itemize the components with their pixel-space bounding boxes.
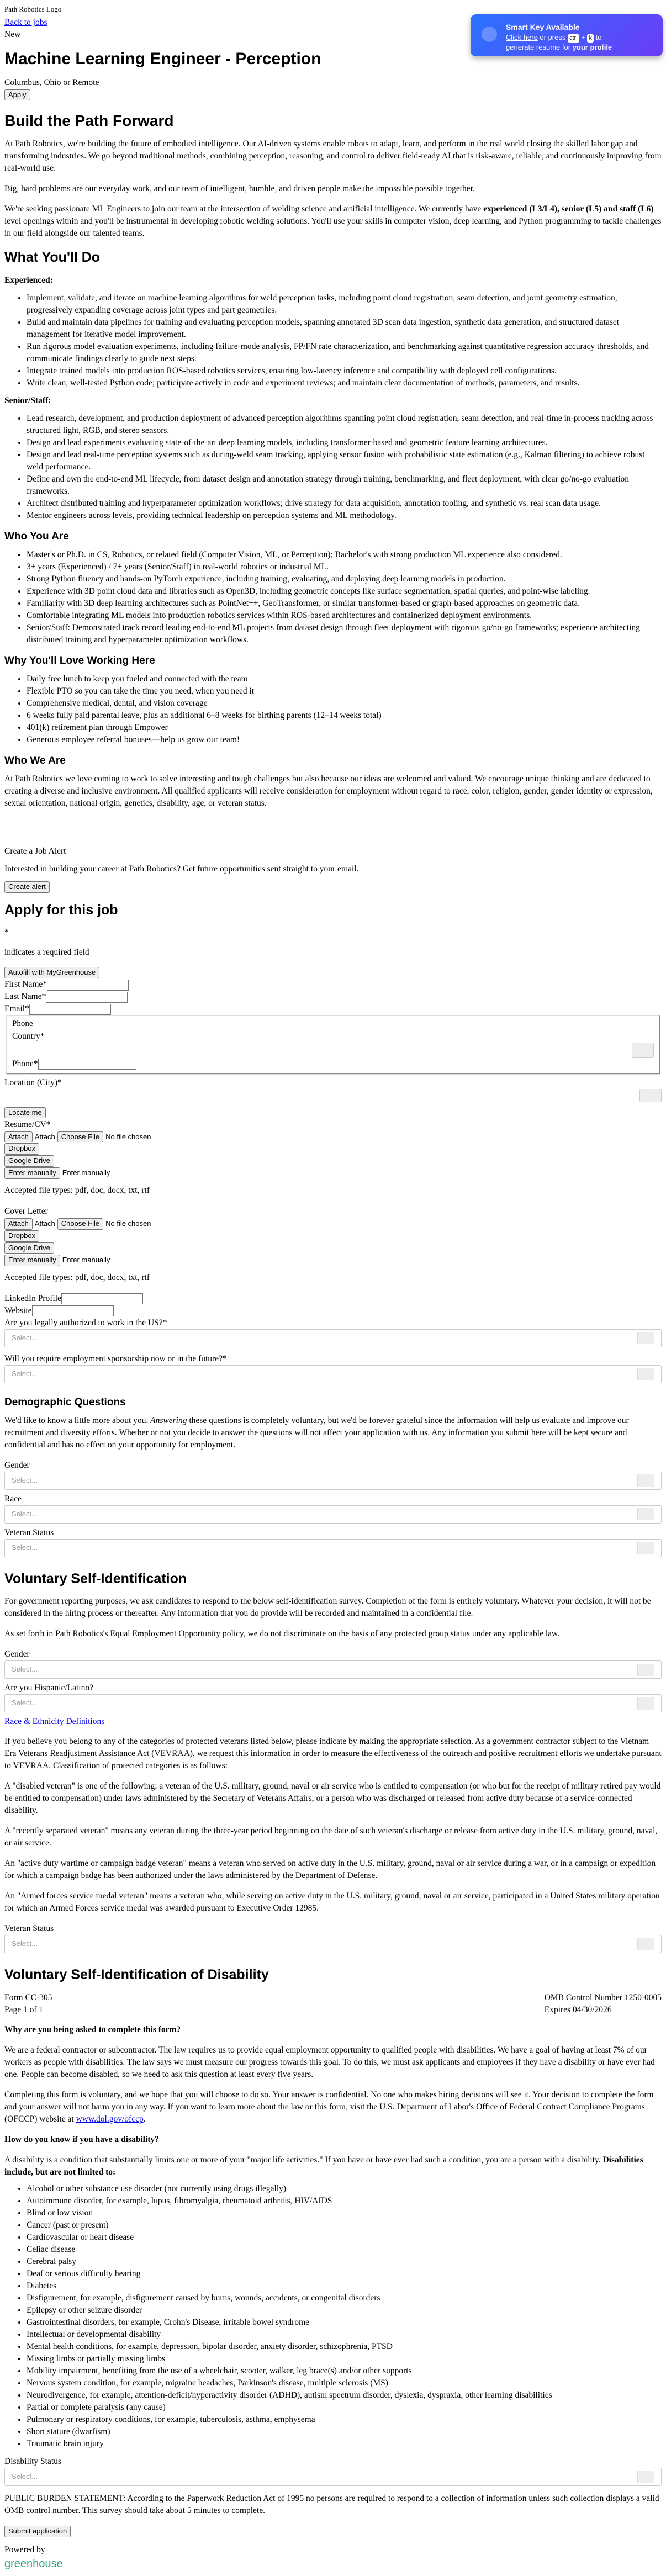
list-item: • 6 weeks fully paid parental leave, plus an additional 6–8 weeks for birthing parents (12–14 weeks total) — [27, 710, 662, 722]
list-item: • Integrate trained models into production ROS-based robotics services, ensuring low-latency inference and compatibility with deployed cell configurations. — [27, 365, 662, 377]
job-alert-heading: Create a Job Alert — [4, 846, 66, 856]
list-item: • Implement, validate, and iterate on machine learning algorithms for weld perception tasks, including point cloud registration, seam detection, and joint geometry estimation, progressively expanding coverage across joint types and part geometries. — [27, 292, 662, 316]
authorized-select[interactable] — [4, 1329, 662, 1347]
enter-manually-button[interactable]: Enter manually — [4, 1167, 60, 1179]
resume-group — [4, 1119, 662, 1197]
veteran-status-label: Veteran Status — [4, 1924, 54, 1934]
website-input[interactable] — [32, 1305, 114, 1316]
resume-label: Resume/CV* — [4, 1119, 51, 1129]
list-item: • Comprehensive medical, dental, and vision coverage — [27, 697, 662, 710]
benefits-list — [4, 673, 662, 746]
list-item: • Mentor engineers across levels, providing technical leadership on perception systems and ML methodology. — [27, 510, 662, 522]
list-item: • Cancer (past or present) — [27, 2219, 662, 2231]
linkedin-input[interactable] — [61, 1293, 143, 1304]
demographic-intro — [4, 1415, 662, 1451]
text: A disability is a condition that substantially limits one or more of your "major life activities." If you have or have ever had such a condition, you are a person with a disability. — [4, 2155, 603, 2165]
list-item: • 401(k) retirement plan through Empower — [27, 722, 662, 734]
attach-label: Attach — [34, 1219, 55, 1228]
last-name-input[interactable] — [46, 992, 128, 1003]
answering-text: Answering — [150, 1415, 187, 1425]
chevron-down-icon — [637, 1664, 654, 1676]
experienced-list — [4, 292, 662, 389]
greenhouse-logo[interactable]: greenhouse — [4, 2557, 63, 2570]
autofill-button[interactable]: Autofill with MyGreenhouse — [4, 967, 99, 978]
list-item: • Short stature (dwarfism) — [27, 2426, 662, 2438]
select-placeholder: Select... — [12, 2472, 38, 2480]
chevron-down-icon — [637, 1542, 654, 1554]
form-meta — [4, 1992, 662, 2016]
select-placeholder: Select... — [12, 1475, 38, 1484]
text: level openings within and you'll be instrumental in developing robotic welding solutions. You'll use your skills in computer vision, deep learning, and Python programming to tackle challenges in our field alongside our talented teams. — [4, 216, 662, 239]
complete-paragraph — [4, 2089, 662, 2125]
accepted-types: Accepted file types: pdf, doc, docx, txt, rtf — [4, 1272, 150, 1282]
toast-click-here[interactable]: Click here — [506, 33, 538, 41]
list-item: • Design and lead real-time perception systems such as during-weld seam tracking, applying sensor fusion with probabilistic state estimation (e.g., Kalman filtering) to achieve robust weld performance. — [27, 449, 662, 473]
select-placeholder: Select... — [12, 1699, 38, 1707]
senior-list — [4, 412, 662, 522]
list-item: • Strong Python fluency and hands-on PyTorch experience, including training, evaluating, and deploying deep learning models in production. — [27, 573, 662, 585]
accepted-types: Accepted file types: pdf, doc, docx, txt, rtf — [4, 1186, 150, 1196]
list-item: • Traumatic brain injury — [27, 2438, 662, 2450]
enter-manually-text: Enter manually — [62, 1256, 110, 1264]
race-label: Race — [4, 1494, 22, 1504]
text: We'd like to know a little more about you. — [4, 1415, 151, 1425]
enter-manually-button[interactable]: Enter manually — [4, 1255, 60, 1266]
text: We're seeking passionate ML Engineers to join our team at the intersection of welding science and artificial intelligence. We currently have — [4, 204, 484, 214]
includes-text: Disabilities include, but are not limited to: — [4, 2155, 643, 2177]
phone-label: Phone* — [12, 1059, 38, 1069]
locate-me-button[interactable]: Locate me — [4, 1107, 46, 1119]
list-item: • Run rigorous model evaluation experiments, including failure-mode analysis, FP/FN rate characterization, and benchmarking against quantitative regression accuracy thresholds, and communicate findings clearly to guide next steps. — [27, 341, 662, 365]
select-placeholder: Select... — [12, 1333, 38, 1342]
location-dropdown[interactable] — [639, 1089, 662, 1102]
page-number: Page 1 of 1 — [4, 2004, 44, 2014]
first-name-label: First Name* — [4, 980, 47, 990]
back-to-jobs-link[interactable]: Back to jobs — [4, 18, 47, 27]
list-item: • Celiac disease — [27, 2244, 662, 2256]
voluntary-paragraph: For government reporting purposes, we ask candidates to respond to the below self-identification survey. Completion of the form is entirely voluntary. Whatever your decision, it will not be considered in the hiring process or thereafter. Any information that you do provide will be recorded and maintained in a confidential file. — [4, 1596, 651, 1618]
required-note: indicates a required field — [4, 948, 89, 958]
no-file-text: No file chosen — [105, 1132, 151, 1141]
text: these questions is completely voluntary, but we'd be forever grateful since the information will help us evaluate and improve our recruitment and diversity efforts. Whether or not you decide to answer the questions will not affect your application with us. Any information you submit here will be kept secure and confidential and has no effect on your opportunity for employment. — [4, 1415, 629, 1450]
website-label: Website — [4, 1305, 32, 1315]
list-item: • Flexible PTO so you can take the time you need, when you need it — [27, 685, 662, 697]
email-label: Email* — [4, 1004, 29, 1014]
list-item: • Disfigurement, for example, disfigurement caused by burns, wounds, accidents, or congenital disorders — [27, 2292, 662, 2304]
linkedin-label: LinkedIn Profile — [4, 1293, 61, 1303]
list-item: • Deaf or serious difficulty hearing — [27, 2268, 662, 2280]
job-alert-text: Interested in building your career at Path Robotics? Get future opportunities sent straight to your email. — [4, 864, 359, 874]
veteran-select[interactable] — [4, 1539, 662, 1557]
list-item: • Blind or low vision — [27, 2207, 662, 2219]
omb-number: OMB Control Number 1250-0005 — [544, 1992, 662, 2002]
dropbox-button[interactable]: Dropbox — [4, 1230, 39, 1242]
section-heading: Why You'll Love Working Here — [4, 654, 155, 667]
chevron-down-icon — [637, 1474, 654, 1487]
select-placeholder: Select... — [12, 1543, 38, 1552]
ofccp-link[interactable]: www.dol.gov/ofccp — [76, 2114, 144, 2124]
eeo-gender-select[interactable] — [4, 1660, 662, 1679]
attach-label: Attach — [34, 1132, 55, 1141]
disability-heading: Voluntary Self-Identification of Disability — [4, 1967, 269, 1983]
veteran-status-select[interactable] — [4, 1935, 662, 1953]
list-item: • Build and maintain data pipelines for training and evaluating perception models, spanning annotated 3D scan data ingestion, synthetic data generation, and structured dataset management for iterative model improvement. — [27, 316, 662, 341]
google-drive-button[interactable]: Google Drive — [4, 1155, 54, 1167]
list-item: • Cardiovascular or heart disease — [27, 2231, 662, 2244]
list-item: • Neurodivergence, for example, attention-deficit/hyperactivity disorder (ADHD), autism spectrum disorder, dyslexia, dyspraxia, other learning disabilities — [27, 2389, 662, 2402]
hispanic-select[interactable] — [4, 1694, 662, 1712]
why-paragraph: We are a federal contractor or subcontractor. The law requires us to provide equal employment opportunity to qualified people with disabilities. We have a goal of having at least 7% of our workers as people with disabilities. The law says we must measure our progress towards this goal. To do this, we must ask applicants and employees if they have a disability or have ever had one. People can become disabled, so we need to ask this question at least every five years. — [4, 2045, 655, 2079]
list-item: • Experience with 3D point cloud data and libraries such as Open3D, including geometric concepts like surface segmentation, spatial queries, and point-wise labeling. — [27, 585, 662, 597]
select-placeholder: Select... — [12, 1939, 38, 1948]
chevron-down-icon — [637, 1332, 654, 1344]
list-item: • Diabetes — [27, 2280, 662, 2292]
voluntary-paragraph: As set forth in Path Robotics's Equal Employment Opportunity policy, we do not discriminate on the basis of any protected group status under any applicable law. — [4, 1629, 560, 1639]
google-drive-button[interactable]: Google Drive — [4, 1242, 54, 1254]
list-item: • Lead research, development, and production deployment of advanced perception algorithms spanning point cloud registration, seam detection, and real-time in-process tracking across structured light, RGB, and stereo sensors. — [27, 412, 662, 437]
list-item: • Mobility impairment, benefiting from the use of a wheelchair, scooter, walker, leg brace(s) and/or other supports — [27, 2365, 662, 2377]
no-file-text: No file chosen — [105, 1219, 151, 1228]
text: . — [143, 2114, 146, 2124]
gender-label: Gender — [4, 1649, 30, 1659]
intro-paragraph: At Path Robotics, we're building the future of embodied intelligence. Our AI-driven systems enable robots to adapt, learn, and perform in the real world closing the skilled labor gap and transforming industries. We go beyond traditional methods, combining perception, reasoning, and control to deliver field-ready AI that is risk-aware, reliable, and continuously improving from real-world use. — [4, 139, 662, 173]
who-you-are-list — [4, 549, 662, 646]
location-label: Location (City)* — [4, 1077, 62, 1087]
intro-heading: Build the Path Forward — [4, 112, 174, 129]
section-heading: What You'll Do — [4, 250, 101, 266]
list-item: • Cerebral palsy — [27, 2256, 662, 2268]
chevron-down-icon — [637, 1697, 654, 1710]
burden-statement: PUBLIC BURDEN STATEMENT: According to the Paperwork Reduction Act of 1995 no persons are required to respond to a collection of information unless such collection displays a valid OMB control number. This survey should take about 5 minutes to complete. — [4, 2493, 659, 2515]
choose-file-button[interactable]: Choose File — [57, 1218, 103, 1230]
select-placeholder: Select... — [12, 1665, 38, 1674]
phone-legend: Phone — [12, 1019, 33, 1029]
chevron-down-icon — [637, 2471, 654, 2483]
list-item: • Missing limbs or partially missing limbs — [27, 2353, 662, 2365]
race-select[interactable] — [4, 1505, 662, 1524]
list-item: • Define and own the end-to-end ML lifecycle, from dataset design and annotation strategy through training, benchmarking, and fleet deployment, with clear go/no-go evaluation frameworks. — [27, 473, 662, 498]
text: your profile — [572, 43, 612, 51]
key-icon — [482, 27, 497, 42]
list-item: • Epilepsy or other seizure disorder — [27, 2304, 662, 2316]
text: Completing this form is voluntary, and we hope that you will choose to do so. Your answer is confidential. No one who makes hiring decisions will see it. Your decision to complete the form and your answer will not harm you in any way. If you want to learn more about the law or this form, visit the U.S. Department of Labor's Office of Federal Contract Compliance Programs (OFCCP) website at — [4, 2090, 654, 2124]
list-item: • Design and lead experiments evaluating state-of-the-art deep learning models, including transformer-based and geometric feature learning architectures. — [27, 437, 662, 449]
toast-title: Smart Key Available — [506, 23, 580, 31]
country-label: Country* — [12, 1031, 45, 1041]
list-item: • 3+ years (Experienced) / 7+ years (Senior/Staff) in real-world robotics or industrial ML. — [27, 561, 662, 573]
logo: Path Robotics Logo — [4, 5, 62, 13]
list-item: • Senior/Staff: Demonstrated track record leading end-to-end ML projects from dataset design through fleet deployment with rigorous go/no-go frameworks; experience architecting distributed training and hyperparameter optimization workflows. — [27, 622, 662, 646]
select-placeholder: Select... — [12, 1509, 38, 1518]
section-heading: Who You Are — [4, 530, 69, 542]
list-item: • Generous employee referral bonuses—help us grow our team! — [27, 734, 662, 746]
apply-button[interactable]: Apply — [4, 89, 30, 101]
voluntary-heading: Voluntary Self-Identification — [4, 1570, 187, 1586]
voluntary-paragraph: A "disabled veteran" is one of the following: a veteran of the U.S. military, ground, naval or air service who is entitled to compensation (or who but for the receipt of military retired pay would be entitled to compensation) under laws administered by the Secretary of Veterans Affairs; or a person who was discharged or released from active duty because of a service-connected disability. — [4, 1781, 661, 1816]
attach-button[interactable]: Attach — [4, 1131, 33, 1143]
gender-label: Gender — [4, 1460, 30, 1470]
list-item: • Architect distributed training and hyperparameter optimization workflows; drive strategy for data acquisition, annotation tooling, and synthetic vs. real scan data usage. — [27, 498, 662, 510]
authorized-label: Are you legally authorized to work in the US?* — [4, 1318, 167, 1327]
first-name-input[interactable] — [47, 980, 129, 991]
list-item: • Autoimmune disorder, for example, lupus, fibromyalgia, rheumatoid arthritis, HIV/AIDS — [27, 2195, 662, 2207]
demographic-heading: Demographic Questions — [4, 1396, 126, 1408]
text: to — [593, 33, 602, 41]
chevron-down-icon — [637, 1368, 654, 1380]
voluntary-paragraph: An "Armed forces service medal veteran" means a veteran who, while serving on active duty in the U.S. military, ground, naval or air service, participated in a United States military operation for which an Armed Forces service medal was awarded pursuant to Executive Order 12985. — [4, 1891, 660, 1913]
who-we-are-text: At Path Robotics we love coming to work to solve interesting and tough challenges but also because our ideas are welcomed and valued. We encourage unique thinking and are dedicated to creating a diverse and inclusive environment. All qualified applicants will receive consideration for employment without regard to race, color, religion, gender, gender identity or expression, sexual orientation, national origin, genetics, disability, age, or veteran status. — [4, 774, 653, 808]
expires-date: Expires 04/30/2026 — [544, 2004, 612, 2014]
list-item: • Comfortable integrating ML models into production robotics services within ROS-based architectures and containerized deployment environments. — [27, 610, 662, 622]
disability-status-select[interactable] — [4, 2468, 662, 2486]
job-location: Columbus, Ohio or Remote — [4, 77, 99, 87]
section-heading: Who We Are — [4, 754, 66, 766]
voluntary-paragraph: If you believe you belong to any of the categories of protected veterans listed below, please indicate by making the appropriate selection. As a government contractor subject to the Vietnam Era Veterans Readjustment Assistance Act (VEVRAA), we request this information in order to measure the effectiveness of the outreach and positive recruitment efforts we undertake pursuant to VEVRAA. Classification of protected categories is as follows: — [4, 1737, 662, 1771]
list-item: • Daily free lunch to keep you fueled and connected with the team — [27, 673, 662, 685]
choose-file-button[interactable]: Choose File — [57, 1131, 103, 1143]
race-definitions-link[interactable]: Race & Ethnicity Definitions — [4, 1717, 105, 1727]
list-item: • Gastrointestinal disorders, for example, Crohn's Disease, irritable bowel syndrome — [27, 2316, 662, 2329]
submit-application-button[interactable]: Submit application — [4, 2526, 71, 2537]
list-item: • Write clean, well-tested Python code; participate actively in code and experiment reviews; and maintain clear documentation of methods, parameters, and results. — [27, 377, 662, 389]
list-item: • Alcohol or other substance use disorder (not currently using drugs illegally) — [27, 2183, 662, 2195]
sponsorship-select[interactable] — [4, 1365, 662, 1383]
select-placeholder: Select... — [12, 1369, 38, 1378]
sponsorship-label: Will you require employment sponsorship now or in the future?* — [4, 1353, 227, 1363]
text: generate resume for — [506, 43, 573, 51]
list-item: • Master's or Ph.D. in CS, Robotics, or related field (Computer Vision, ML, or Perception); Bachelor's with strong production ML experience also considered. — [27, 549, 662, 561]
how-paragraph — [4, 2154, 662, 2178]
list-item: • Partial or complete paralysis (any cause) — [27, 2402, 662, 2414]
new-badge: New — [4, 30, 21, 39]
email-input[interactable] — [29, 1004, 111, 1015]
veteran-label: Veteran Status — [4, 1527, 54, 1537]
phone-input[interactable] — [38, 1059, 136, 1070]
powered-by: Powered by — [4, 2545, 45, 2554]
apply-heading: Apply for this job — [4, 902, 118, 918]
toast-body — [506, 33, 655, 52]
disability-status-label: Disability Status — [4, 2456, 61, 2466]
voluntary-paragraph: A "recently separated veteran" means any veteran during the three-year period beginning on the date of such veteran's discharge or release from active duty in the U.S. military, ground, naval, or air service. — [4, 1826, 658, 1848]
cover-letter-label: Cover Letter — [4, 1207, 48, 1216]
k-key: k — [587, 34, 594, 43]
dropbox-button[interactable]: Dropbox — [4, 1143, 39, 1155]
job-title: Machine Learning Engineer - Perception — [4, 50, 321, 68]
ctrl-key: ctrl — [568, 34, 579, 43]
list-item: • Mental health conditions, for example, depression, bipolar disorder, anxiety disorder, schizophrenia, PTSD — [27, 2341, 662, 2353]
list-item: • Pulmonary or respiratory conditions, for example, tuberculosis, asthma, emphysema — [27, 2414, 662, 2426]
cover-letter-group — [4, 1205, 662, 1284]
intro-paragraph: Big, hard problems are our everyday work, and our team of intelligent, humble, and driven people make the impossible possible together. — [4, 184, 475, 194]
create-alert-button[interactable]: Create alert — [4, 881, 50, 893]
subheading: Experienced: — [4, 275, 53, 285]
intro-paragraph — [4, 203, 662, 240]
enter-manually-text: Enter manually — [62, 1168, 110, 1177]
gender-select[interactable] — [4, 1472, 662, 1490]
required-asterisk: * — [4, 928, 9, 938]
disability-list — [4, 2183, 662, 2450]
phone-fieldset — [6, 1015, 660, 1074]
form-number: Form CC-305 — [4, 1992, 52, 2002]
country-select[interactable] — [632, 1043, 654, 1058]
attach-button[interactable]: Attach — [4, 1218, 33, 1230]
list-item: • Nervous system condition, for example, migraine headaches, Parkinson's disease, multiple sclerosis (MS) — [27, 2377, 662, 2389]
text: or press — [537, 33, 568, 41]
last-name-label: Last Name* — [4, 992, 46, 1002]
smart-key-toast[interactable] — [471, 14, 663, 56]
voluntary-paragraph: An "active duty wartime or campaign badge veteran" means a veteran who served on active duty in the U.S. military, ground, naval or air service during a war, or in a campaign or expedition for which a campaign badge has been authorized under the laws administered by the Department of Defense. — [4, 1859, 656, 1881]
levels-text: experienced (L3/L4), senior (L5) and staff (L6) — [483, 204, 654, 214]
chevron-down-icon — [637, 1938, 654, 1950]
hispanic-label: Are you Hispanic/Latino? — [4, 1683, 93, 1693]
text: + — [579, 33, 588, 41]
chevron-down-icon — [637, 1508, 654, 1520]
list-item: • Familiarity with 3D deep learning architectures such as PointNet++, GeoTransformer, or similar transformer-based or graph-based approaches on geometric data. — [27, 597, 662, 610]
list-item: • Intellectual or developmental disability — [27, 2329, 662, 2341]
subheading: Senior/Staff: — [4, 395, 51, 405]
why-heading: Why are you being asked to complete this form? — [4, 2024, 181, 2034]
how-heading: How do you know if you have a disability? — [4, 2134, 159, 2144]
